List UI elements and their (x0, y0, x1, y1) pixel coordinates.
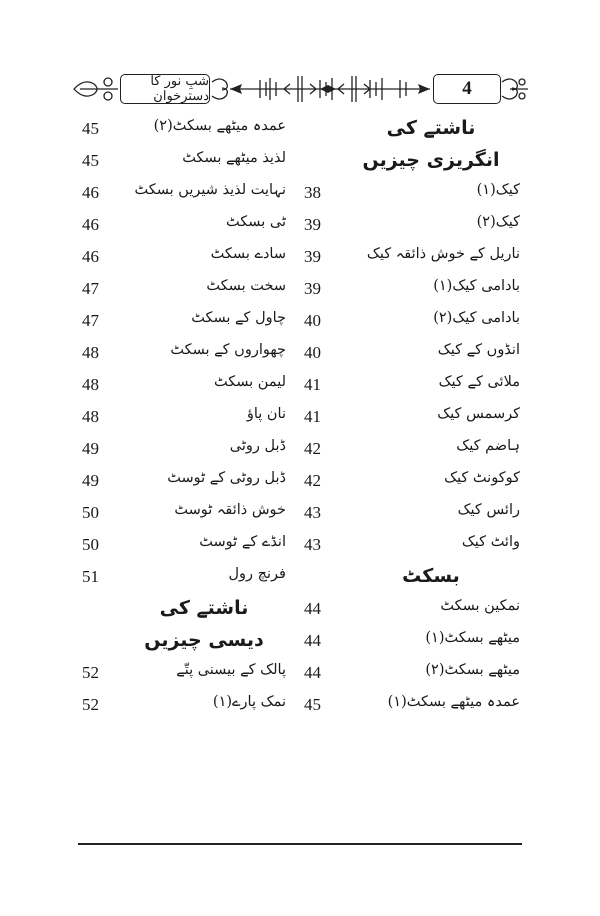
section-heading: ناشتے کی (159, 597, 249, 619)
toc-entry[interactable] (300, 531, 522, 563)
toc-entry[interactable] (300, 211, 522, 243)
toc-entry[interactable] (78, 339, 300, 371)
page-ref: 50 (82, 503, 99, 522)
toc-entry[interactable] (78, 147, 300, 179)
entry-title: ملائی کے کیک (438, 374, 520, 390)
page-ref: 52 (82, 695, 99, 714)
entry-title: فرنچ رول (228, 566, 286, 582)
entry-title: ٹی بسکٹ (226, 214, 286, 230)
page-ref: 46 (82, 215, 99, 234)
entry-title: ہاضم کیک (456, 438, 520, 454)
page-ref: 40 (304, 311, 321, 330)
entry-title: نہایت لذیذ شیریں بسکٹ (134, 182, 286, 198)
page-ref: 52 (82, 663, 99, 682)
toc-entry[interactable] (78, 531, 300, 563)
entry-title: پالک کے بیسنی پتّے (176, 662, 286, 678)
page-ref: 39 (304, 215, 321, 234)
entry-title: لذیذ میٹھے بسکٹ (182, 150, 286, 166)
page-ref: 44 (304, 631, 321, 650)
section-heading: بسکٹ (402, 565, 460, 587)
entry-title: لیمن بسکٹ (213, 374, 286, 390)
entry-title: نان پاؤ (246, 406, 286, 422)
page-ref: 49 (82, 439, 99, 458)
entry-title: بادامی کیک(۲) (433, 310, 520, 326)
page-ref: 51 (82, 567, 99, 586)
entry-title: نمک پارے(۱) (212, 694, 286, 710)
toc-entry[interactable] (78, 435, 300, 467)
entry-title: کرسمس کیک (437, 406, 520, 422)
entry-title: سادے بسکٹ (210, 246, 286, 262)
page-ref: 45 (82, 151, 99, 170)
toc-entry[interactable] (300, 499, 522, 531)
toc-entry[interactable] (78, 115, 300, 147)
page-ref: 47 (82, 279, 99, 298)
toc-entry[interactable] (300, 243, 522, 275)
page-ref: 43 (304, 503, 321, 522)
entry-title: ڈبل روٹی کے ٹوسٹ (167, 470, 286, 486)
toc-entry[interactable] (300, 179, 522, 211)
entry-title: چاول کے بسکٹ (191, 310, 286, 326)
page-ref: 45 (304, 695, 321, 714)
toc-right-column (300, 115, 522, 723)
page-number: 4 (433, 74, 501, 104)
page-ref: 48 (82, 375, 99, 394)
entry-title: نمکین بسکٹ (440, 598, 520, 614)
page-ref: 46 (82, 183, 99, 202)
section-heading: ناشتے کی (386, 117, 476, 139)
entry-title: میٹھے بسکٹ(۱) (425, 630, 520, 646)
toc-entry[interactable] (78, 275, 300, 307)
toc-entry[interactable] (78, 499, 300, 531)
entry-title: عمدہ میٹھے بسکٹ(۱) (387, 694, 520, 710)
entry-title: رائس کیک (457, 502, 520, 518)
page-ref: 41 (304, 375, 321, 394)
page-ref: 45 (82, 119, 99, 138)
toc-entry[interactable] (300, 275, 522, 307)
entry-title: ناریل کے خوش ذائقہ کیک (366, 246, 520, 262)
page-ref: 42 (304, 471, 321, 490)
page-ref: 50 (82, 535, 99, 554)
entry-title: کیک(۱) (476, 182, 520, 198)
toc-entry[interactable] (300, 595, 522, 627)
page-ref: 49 (82, 471, 99, 490)
toc-entry[interactable] (300, 435, 522, 467)
page-ref: 39 (304, 279, 321, 298)
toc-entry[interactable] (78, 179, 300, 211)
entry-title: خوش ذائقہ ٹوسٹ (174, 502, 286, 518)
book-title: شبِ نور کا دسترخوان (120, 74, 210, 104)
section-heading: دیسی چیزیں (144, 629, 264, 651)
entry-title: چھواروں کے بسکٹ (170, 342, 286, 358)
section-heading: انگریزی چیزیں (362, 149, 500, 171)
entry-title: انڈے کے ٹوسٹ (199, 534, 286, 550)
page-ref: 38 (304, 183, 321, 202)
page-ref: 48 (82, 407, 99, 426)
toc-entry[interactable] (78, 307, 300, 339)
toc-entry[interactable] (78, 371, 300, 403)
toc-entry[interactable] (300, 371, 522, 403)
page-ref: 39 (304, 247, 321, 266)
toc-entry[interactable] (78, 211, 300, 243)
toc-entry[interactable] (78, 243, 300, 275)
toc-entry[interactable] (300, 339, 522, 371)
page-ref: 47 (82, 311, 99, 330)
entry-title: کیک(۲) (476, 214, 520, 230)
toc-entry[interactable] (300, 659, 522, 691)
entry-title: ڈبل روٹی (229, 438, 286, 454)
toc-entry[interactable] (300, 467, 522, 499)
toc-entry[interactable] (300, 691, 522, 723)
toc-entry[interactable] (78, 691, 300, 723)
page-ref: 44 (304, 663, 321, 682)
toc-left-column (78, 115, 300, 723)
entry-title: کوکونٹ کیک (444, 470, 520, 486)
page-ref: 48 (82, 343, 99, 362)
entry-title: بادامی کیک(۱) (433, 278, 520, 294)
toc-entry[interactable] (300, 627, 522, 659)
page-ref: 41 (304, 407, 321, 426)
toc-entry[interactable] (78, 563, 300, 595)
page-ref: 44 (304, 599, 321, 618)
entry-title: میٹھے بسکٹ(۲) (425, 662, 520, 678)
page-ref: 43 (304, 535, 321, 554)
toc-entry[interactable] (78, 467, 300, 499)
page-ref: 42 (304, 439, 321, 458)
bottom-rule (78, 843, 522, 845)
toc-entry[interactable] (300, 307, 522, 339)
page-ref: 46 (82, 247, 99, 266)
entry-title: انڈوں کے کیک (437, 342, 520, 358)
toc-entry[interactable] (78, 659, 300, 691)
entry-title: وائٹ کیک (461, 534, 520, 550)
entry-title: عمدہ میٹھے بسکٹ(۲) (153, 118, 286, 134)
toc-entry[interactable] (300, 403, 522, 435)
page-ref: 40 (304, 343, 321, 362)
entry-title: سخت بسکٹ (206, 278, 286, 294)
toc-entry[interactable] (78, 403, 300, 435)
page-header (70, 68, 530, 110)
